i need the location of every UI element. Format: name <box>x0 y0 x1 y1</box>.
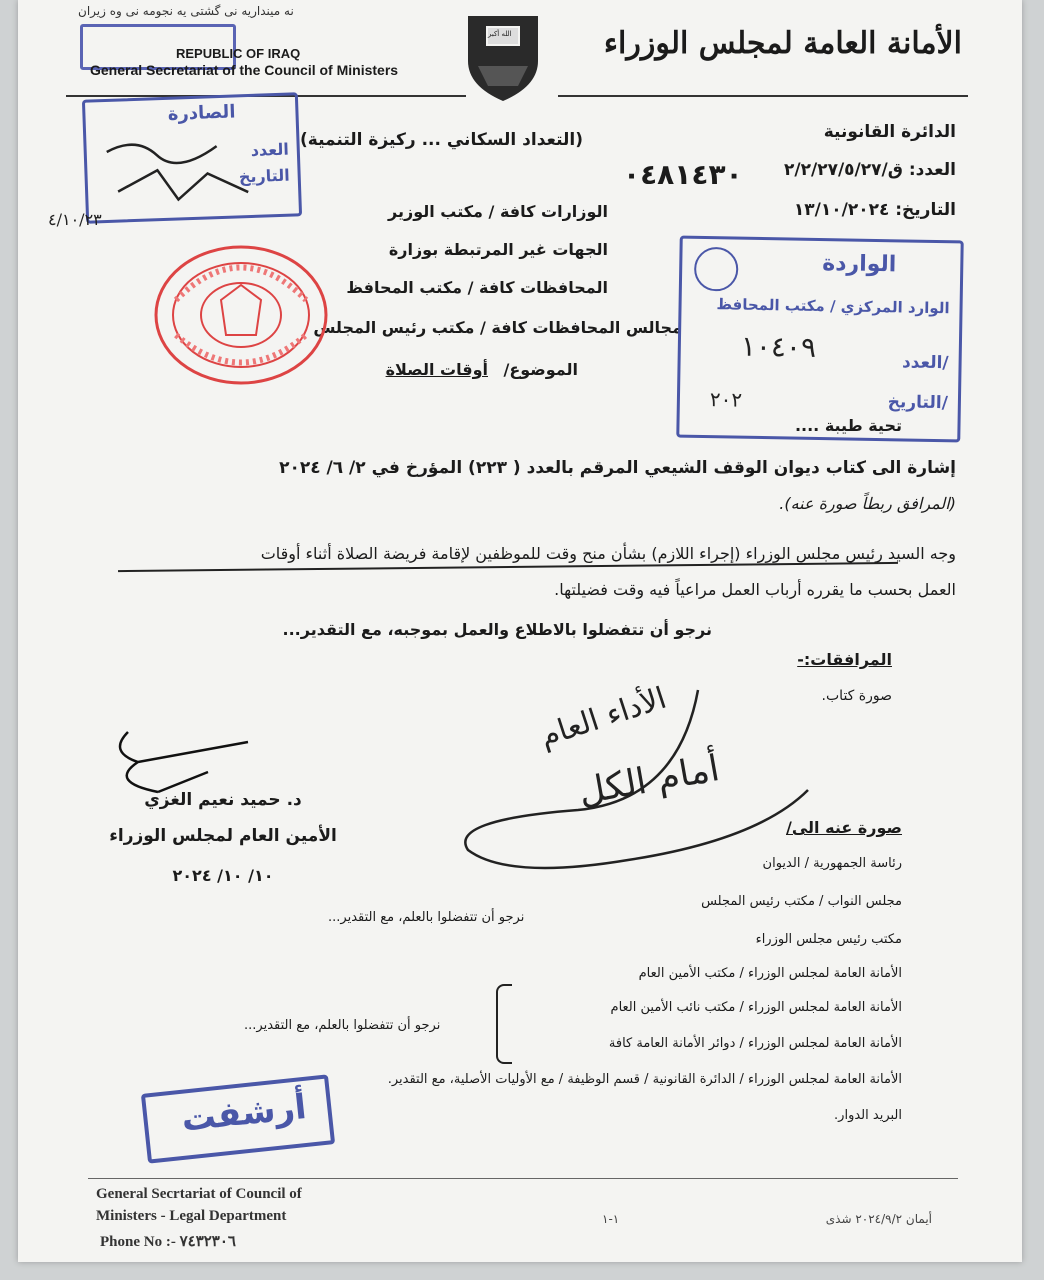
kurdish-header-text: نه مینداریه نی گشتی یه نجومه نی وه زیران <box>78 4 294 18</box>
incoming-stamp-emblem-icon <box>694 247 739 292</box>
copy-item-1: رئاسة الجمهورية / الديوان <box>762 856 902 871</box>
signatory-name: د. حميد نعيم الغزي <box>144 790 302 810</box>
document-number-value: ٠٤٨١٤٣٠ <box>623 158 743 191</box>
body-paragraph-2-line-2: العمل بحسب ما يقرره أرباب العمل مراعياً فيه وقت فضيلتها. <box>554 580 956 599</box>
outgoing-stamp-handwriting <box>96 126 289 213</box>
outgoing-stamp-title: الصادرة <box>167 101 236 125</box>
copy-item-3: مكتب رئيس مجلس الوزراء <box>755 932 902 947</box>
signatory-title: الأمين العام لمجلس الوزراء <box>109 826 337 846</box>
recipient-2: الجهات غير المرتبطة بوزارة <box>388 240 608 259</box>
incoming-stamp-sub: الوارد المركزي / مكتب المحافظ <box>716 295 950 318</box>
republic-text: REPUBLIC OF IRAQ <box>176 46 301 61</box>
document-date: التاريخ: ١٣/١٠/٢٠٢٤ <box>793 200 956 220</box>
footer-divider <box>88 1178 958 1179</box>
footer-typist: أيمان ٢٠٢٤/٩/٢ شذى <box>825 1212 932 1226</box>
header-divider-right <box>558 95 968 97</box>
handwritten-note-2: أمام الكل <box>575 747 723 814</box>
subject-label: الموضوع/ <box>503 360 578 379</box>
handwritten-loop-icon <box>428 680 848 910</box>
closing-phrase: نرجو أن تتفضلوا بالاطلاع والعمل بموجبه، مع التقدير... <box>282 620 712 639</box>
council-title-arabic: الأمانة العامة لمجلس الوزراء <box>603 26 962 61</box>
copy-item-8: البريد الدوار. <box>834 1108 902 1123</box>
footer-english-line-1: General Secrtariat of Council of <box>96 1186 302 1202</box>
red-official-seal <box>146 240 336 390</box>
incoming-stamp-number: ١٠٤٠٩ <box>740 329 817 364</box>
body-paragraph-1-line-2: (المرافق ربطاً صورة عنه). <box>779 494 956 513</box>
incoming-stamp-year: ٢٠٢ <box>709 387 743 412</box>
copies-brace <box>496 984 512 1064</box>
body-paragraph-1-line-1: إشارة الى كتاب ديوان الوقف الشيعي المرقم بالعدد ( ٢٢٣) المؤرخ في ٢/ ٦/ ٢٠٢٤ <box>279 458 956 478</box>
secretariat-english: General Secretariat of the Council of Ministers <box>90 62 399 78</box>
margin-handwriting: ٤/١٠/٢٣ <box>48 210 102 229</box>
body-paragraph-2-line-1: وجه السيد رئيس مجلس الوزراء (إجراء اللازم) بشأن منح وقت للموظفين لإقامة فريضة الصلاة أثناء أوقات <box>260 544 956 563</box>
document-page <box>18 0 1022 1262</box>
outgoing-stamp-date-label: التاريخ <box>238 165 290 187</box>
footer-english-line-2: Ministers - Legal Department <box>96 1208 287 1224</box>
copies-note-b: نرجو أن تتفضلوا بالعلم، مع التقدير... <box>244 1018 441 1033</box>
census-slogan: (التعداد السكاني ... ركيزة التنمية) <box>300 130 584 150</box>
copy-item-2: مجلس النواب / مكتب رئيس المجلس <box>701 894 902 909</box>
copy-item-4: الأمانة العامة لمجلس الوزراء / مكتب الأمين العام <box>638 966 902 981</box>
recipient-4: مجالس المحافظات كافة / مكتب رئيس المجلس <box>313 318 682 337</box>
copies-note-a: نرجو أن تتفضلوا بالعلم، مع التقدير... <box>328 910 525 925</box>
recipient-1: الوزارات كافة / مكتب الوزير <box>388 202 608 221</box>
copies-label: صورة عنه الى/ <box>786 818 902 837</box>
document-number: العدد: ق/٢/٢/٢٧/٥/٢٧ <box>784 160 956 180</box>
iraq-emblem-icon <box>458 6 548 106</box>
archived-stamp-text: أرشفت <box>179 1086 309 1140</box>
emblem-text: الله أكبر <box>488 30 512 38</box>
incoming-stamp-number-label: العدد/ <box>901 352 949 374</box>
department-name: الدائرة القانونية <box>823 122 956 142</box>
copy-item-5: الأمانة العامة لمجلس الوزراء / مكتب نائب الأمين العام <box>610 1000 902 1015</box>
copy-item-6: الأمانة العامة لمجلس الوزراء / دوائر الأمانة العامة كافة <box>608 1036 902 1051</box>
recipient-3: المحافظات كافة / مكتب المحافظ <box>346 278 608 297</box>
incoming-stamp-date-label: التاريخ/ <box>887 392 949 414</box>
copy-item-7: الأمانة العامة لمجلس الوزراء / الدائرة القانونية / قسم الوظيفة / مع الأوليات الأصلية، مع التقدير. <box>387 1072 902 1087</box>
footer-page-number: ١-١ <box>602 1212 620 1226</box>
outgoing-stamp <box>82 92 302 223</box>
archived-stamp <box>141 1074 335 1163</box>
incoming-stamp <box>676 236 963 443</box>
greeting: تحية طيبة .... <box>794 416 902 435</box>
body-underline <box>118 562 898 572</box>
outgoing-stamp-number-label: العدد <box>250 139 290 160</box>
incoming-stamp-title: الواردة <box>822 251 897 278</box>
handwritten-note-1: الأداء العام <box>535 680 671 755</box>
footer-phone: Phone No :- ٧٤٣٢٣٠٦ <box>100 1234 236 1250</box>
attachments-item: صورة كتاب. <box>821 688 892 704</box>
subject-value: أوقات الصلاة <box>385 360 488 379</box>
signatory-date: ١٠/ ١٠/ ٢٠٢٤ <box>172 866 274 885</box>
attachments-label: المرافقات:- <box>797 650 892 669</box>
